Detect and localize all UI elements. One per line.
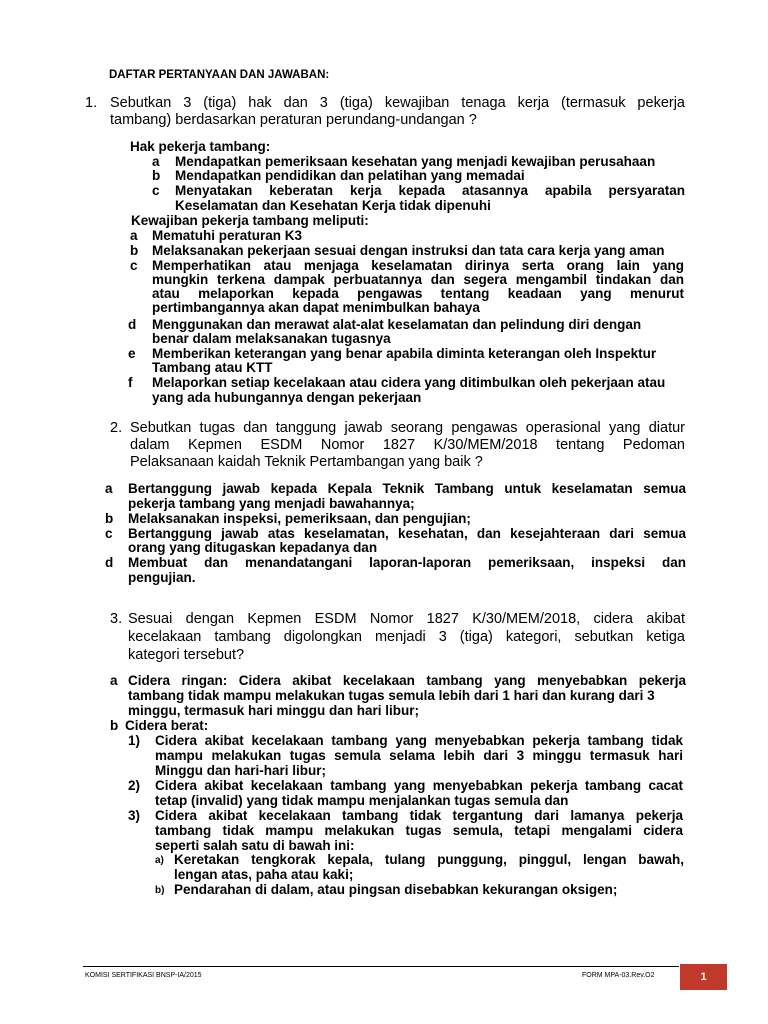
q2-c-line-2: orang yang ditugaskan kepadanya dan (128, 540, 378, 555)
q3-a-line-3: minggu, termasuk hari minggu dan hari libur; (128, 703, 420, 718)
kew-a-text: Mematuhi peraturan K3 (152, 228, 303, 243)
q2-c-marker: c (105, 526, 113, 541)
q3-line-3: kategori tersebut? (128, 647, 245, 663)
q2-a-line-2: pekerja tambang yang menjadi bawahannya; (128, 496, 415, 511)
page-number-badge: 1 (680, 964, 727, 990)
q3-b3-line-2: tambang tidak mampu melakukan tugas semula, tetapi mengalami cidera (155, 823, 683, 838)
kew-b-text: Melaksanakan pekerjaan sesuai dengan instruksi dan tata cara kerja yang aman (152, 243, 665, 258)
q2-b-marker: b (105, 511, 114, 526)
kew-f-marker: f (128, 375, 133, 390)
hak-c-marker: c (152, 183, 160, 198)
q3-sub-a-line-2: lengan atas, paha atau kaki; (174, 867, 354, 882)
q2-a-line-1: Bertanggung jawab kepada Kepala Teknik Tambang untuk keselamatan semua (128, 481, 686, 496)
hak-b-marker: b (152, 168, 161, 183)
q2-a-marker: a (105, 481, 113, 496)
q3-line-2: kecelakaan tambang digolongkan menjadi 3 (tiga) kategori, sebutkan ketiga (128, 629, 685, 645)
q3-b2-marker: 2) (128, 778, 141, 793)
q3-b-title: Cidera berat: (125, 718, 209, 733)
footer-rule (83, 966, 679, 967)
q3-b2-line-1: Cidera akibat kecelakaan tambang yang menyebabkan pekerja tambang cacat (155, 778, 683, 793)
q2-c-line-1: Bertanggung jawab atas keselamatan, kesehatan, dan kesejahteraan dari semua (128, 526, 686, 541)
q2-d-marker: d (105, 555, 114, 570)
kew-f-line-1: Melaporkan setiap kecelakaan atau cidera yang ditimbulkan oleh pekerjaan atau (152, 375, 666, 390)
q3-sub-a-marker: a) (155, 855, 164, 866)
kew-c-line-1: Memperhatikan atau menjaga keselamatan dirinya serta orang lain yang (152, 258, 684, 273)
kew-c-line-3: atau melaporkan kepada pengawas tentang keadaan yang menurut (152, 286, 684, 301)
kew-e-marker: e (128, 346, 136, 361)
kew-f-line-2: yang ada hubungannya dengan pekerjaan (152, 390, 422, 405)
footer-form-code: FORM MPA-03.Rev.O2 (582, 972, 655, 979)
q3-sub-a-line-1: Keretakan tengkorak kepala, tulang punggung, pinggul, lengan bawah, (174, 852, 684, 867)
q3-sub-b-marker: b) (155, 885, 165, 896)
kew-d-line-2: benar dalam melaksanakan tugasnya (152, 331, 391, 346)
hak-b-text: Mendapatkan pendidikan dan pelatihan yang memadai (175, 168, 525, 183)
q3-a-line-1: Cidera ringan: Cidera akibat kecelakaan tambang yang menyebabkan pekerja (128, 673, 686, 688)
q2-line-1: Sebutkan tugas dan tanggung jawab seorang pengawas operasional yang diatur (130, 420, 685, 436)
kewajiban-title: Kewajiban pekerja tambang meliputi: (131, 213, 369, 228)
kew-d-line-1: Menggunakan dan merawat alat-alat keselamatan dan pelindung diri dengan (152, 317, 642, 332)
q2-b-text: Melaksanakan inspeksi, pemeriksaan, dan pengujian; (128, 511, 471, 526)
q2-line-2: dalam Kepmen ESDM Nomor 1827 K/30/MEM/2018 tentang Pedoman (130, 437, 685, 453)
kew-c-line-2: mungkin terkena dampak perbuatannya dan segera mengambil tindakan dan (152, 272, 684, 287)
q3-b3-marker: 3) (128, 808, 141, 823)
q1-number: 1. (85, 95, 98, 111)
q3-b1-marker: 1) (128, 733, 141, 748)
q3-a-marker: a (110, 673, 118, 688)
kew-b-marker: b (130, 243, 139, 258)
q3-b1-line-1: Cidera akibat kecelakaan tambang yang menyebabkan pekerja tambang tidak (155, 733, 683, 748)
q3-b1-line-2: mampu melakukan tugas semula selama lebih dari 3 minggu termasuk hari (155, 748, 683, 763)
q3-b-marker: b (110, 718, 119, 733)
hak-c-line-2: Keselamatan dan Kesehatan Kerja tidak dipenuhi (175, 198, 491, 213)
q2-d-line-2: pengujian. (128, 570, 196, 585)
kew-a-marker: a (130, 228, 138, 243)
kew-d-marker: d (128, 317, 137, 332)
q1-line-1: Sebutkan 3 (tiga) hak dan 3 (tiga) kewajiban tenaga kerja (termasuk pekerja (110, 95, 685, 111)
hak-a-text: Mendapatkan pemeriksaan kesehatan yang menjadi kewajiban perusahaan (175, 154, 656, 169)
document-title: DAFTAR PERTANYAAN DAN JAWABAN: (109, 69, 330, 81)
q2-number: 2. (110, 420, 123, 436)
kew-c-line-4: pertimbangannya akan dapat menimbulkan bahaya (152, 300, 480, 315)
q3-b3-line-1: Cidera akibat kecelakaan tambang tidak tergantung dari lamanya pekerja (155, 808, 683, 823)
q3-b2-line-2: tetap (invalid) yang tidak mampu menjalankan tugas semula dan (155, 793, 569, 808)
hak-c-line-1: Menyatakan keberatan kerja kepada atasannya apabila persyaratan (175, 183, 685, 198)
q3-b3-line-3: seperti salah satu di bawah ini: (155, 838, 355, 853)
kew-e-line-1: Memberikan keterangan yang benar apabila diminta keterangan oleh Inspektur (152, 346, 657, 361)
q3-b1-line-3: Minggu dan hari-hari libur; (155, 763, 326, 778)
kew-e-line-2: Tambang atau KTT (152, 360, 273, 375)
q3-number: 3. (110, 611, 123, 627)
kew-c-marker: c (130, 258, 138, 273)
hak-a-marker: a (152, 154, 160, 169)
hak-title: Hak pekerja tambang: (130, 139, 271, 154)
q3-a-line-2: tambang tidak mampu melakukan tugas semula lebih dari 1 hari dan kurang dari 3 (128, 688, 655, 703)
footer-left-text: KOMISI SERTIFIKASI BNSP-IA/2015 (85, 972, 202, 979)
q3-sub-b-line-1: Pendarahan di dalam, atau pingsan disebabkan kekurangan oksigen; (174, 882, 618, 897)
q3-line-1: Sesuai dengan Kepmen ESDM Nomor 1827 K/30/MEM/2018, cidera akibat (128, 611, 685, 627)
q2-d-line-1: Membuat dan menandatangani laporan-laporan pemeriksaan, inspeksi dan (128, 555, 686, 570)
q1-line-2: tambang) berdasarkan peraturan perundang-undangan ? (110, 112, 477, 128)
q2-line-3: Pelaksanaan kaidah Teknik Pertambangan yang baik ? (130, 454, 483, 470)
